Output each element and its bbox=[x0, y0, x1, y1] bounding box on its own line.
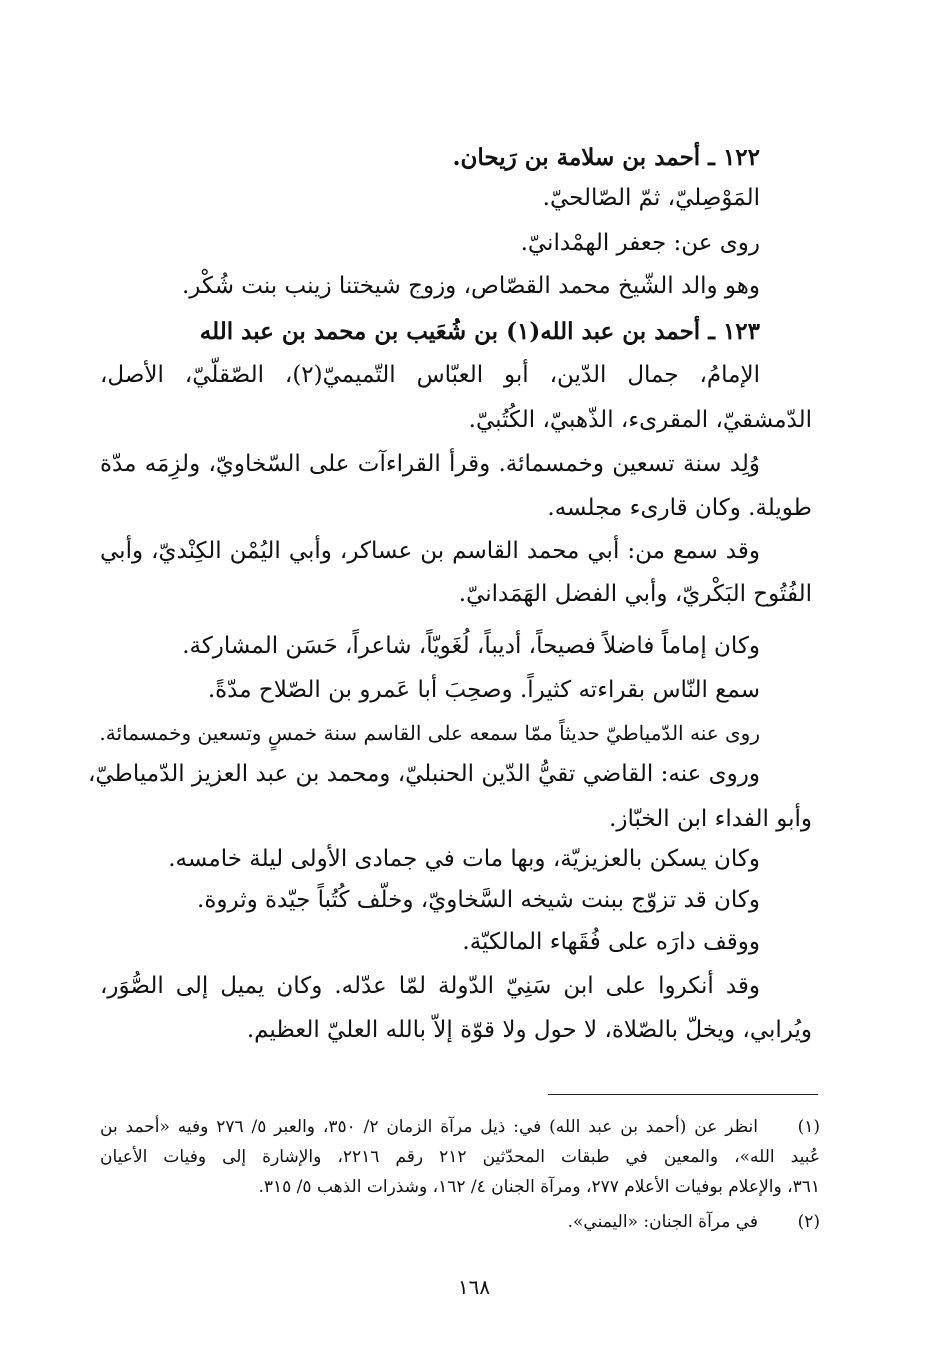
entry-122-family: وهو والد الشّيخ محمد القصّاص، وزوج شيختنا زينب بنت شُكْر. bbox=[182, 273, 760, 299]
footnote-1-line-2: عُبيد الله»، والمعين في طبقات المحدّثين ٢١٢ رقم ٢٢١٦، والإشارة إلى وفيات الأعيان bbox=[100, 1147, 820, 1167]
entry-122-heading: ١٢٢ ـ أحمد بن سلامة بن رَيحان. bbox=[452, 144, 760, 171]
entry-123-line-16: ويُرابي، ويخلّ بالصّلاة، لا حول ولا قوّة إلاّ بالله العليّ العظيم. bbox=[246, 1017, 812, 1043]
entry-123-line-12: وكان يسكن بالعزيزيّة، وبها مات في جمادى الأولى ليلة خامسه. bbox=[168, 846, 760, 872]
footnote-2-marker: (٢) bbox=[797, 1212, 820, 1232]
entry-123-line-14: ووقف دارَه على فُقَهاء المالكيّة. bbox=[462, 929, 760, 955]
footnote-1-line-3: ٣٦١، والإعلام بوفيات الأعلام ٢٧٧، ومرآة الجنان ٤/ ١٦٢، وشذرات الذهب ٥/ ٣١٥. bbox=[258, 1177, 820, 1197]
entry-123-heading: ١٢٣ ـ أحمد بن عبد الله(١) بن شُعَيب بن محمد بن عبد الله bbox=[199, 318, 760, 345]
entry-123-line-13: وكان قد تزوّج ببنت شيخه السَّخاويّ، وخلّف كُتُباً جيّدة وثروة. bbox=[197, 887, 760, 913]
entry-123-line-1: الإمامُ، جمال الدّين، أبو العبّاس التّميميّ(٢)، الصّقلّيّ، الأصل، bbox=[100, 362, 760, 388]
entry-123-line-3: وُلِد سنة تسعين وخمسمائة. وقرأ القراءآت على السّخاويّ، ولزِمَه مدّة bbox=[100, 451, 760, 477]
entry-123-line-4: طويلة. وكان قارىء مجلسه. bbox=[547, 495, 812, 521]
entry-123-line-11: وأبو الفداء ابن الخبّاز. bbox=[609, 806, 812, 832]
footnote-1-line-1: انظر عن (أحمد بن عبد الله) في: ذيل مرآة الزمان ٢/ ٣٥٠، والعبر ٥/ ٢٧٦ وفيه «أحمد بن bbox=[100, 1117, 758, 1137]
entry-122-narrated-from: روى عن: جعفر الهمْدانيّ. bbox=[520, 230, 760, 256]
entry-123-line-8: سمع النّاس بقراءته كثيراً. وصحِبَ أبا عَمرو بن الصّلاح مدّةً. bbox=[207, 677, 760, 703]
footnote-2-line-1: في مرآة الجنان: «اليمني». bbox=[567, 1212, 758, 1232]
entry-122-nisba: المَوْصِليّ، ثمّ الصّالحيّ. bbox=[542, 185, 760, 211]
entry-123-line-15: وقد أنكروا على ابن سَنِيّ الدّولة لمّا عدّله. وكان يميل إلى الصُّوَر، bbox=[100, 973, 760, 999]
entry-123-line-10: وروى عنه: القاضي تقيُّ الدّين الحنبليّ، ومحمد بن عبد العزيز الدّمياطيّ، bbox=[87, 761, 760, 787]
footnotes bbox=[87, 0, 820, 1250]
footnote-1-marker: (١) bbox=[797, 1117, 820, 1137]
entry-123-line-7: وكان إماماً فاضلاً فصيحاً، أديباً، لُغَويّاً، شاعراً، حَسَن المشاركة. bbox=[182, 633, 760, 659]
entry-123-line-2: الدّمشقيّ، المقرىء، الذّهبيّ، الكُتُبيّ. bbox=[468, 407, 812, 433]
entry-123-line-9: روى عنه الدّمياطيّ حديثاً ممّا سمعه على القاسم سنة خمسٍ وتسعين وخمسمائة. bbox=[99, 721, 760, 745]
entry-123-line-6: الفُتُوح البَكْريّ، وأبي الفضل الهَمَدانيّ. bbox=[458, 581, 812, 607]
entry-123-line-5: وقد سمع من: أبي محمد القاسم بن عساكر، وأبي اليُمْن الكِنْديّ، وأبي bbox=[100, 538, 760, 564]
page-number: ١٦٨ bbox=[457, 1275, 491, 1299]
